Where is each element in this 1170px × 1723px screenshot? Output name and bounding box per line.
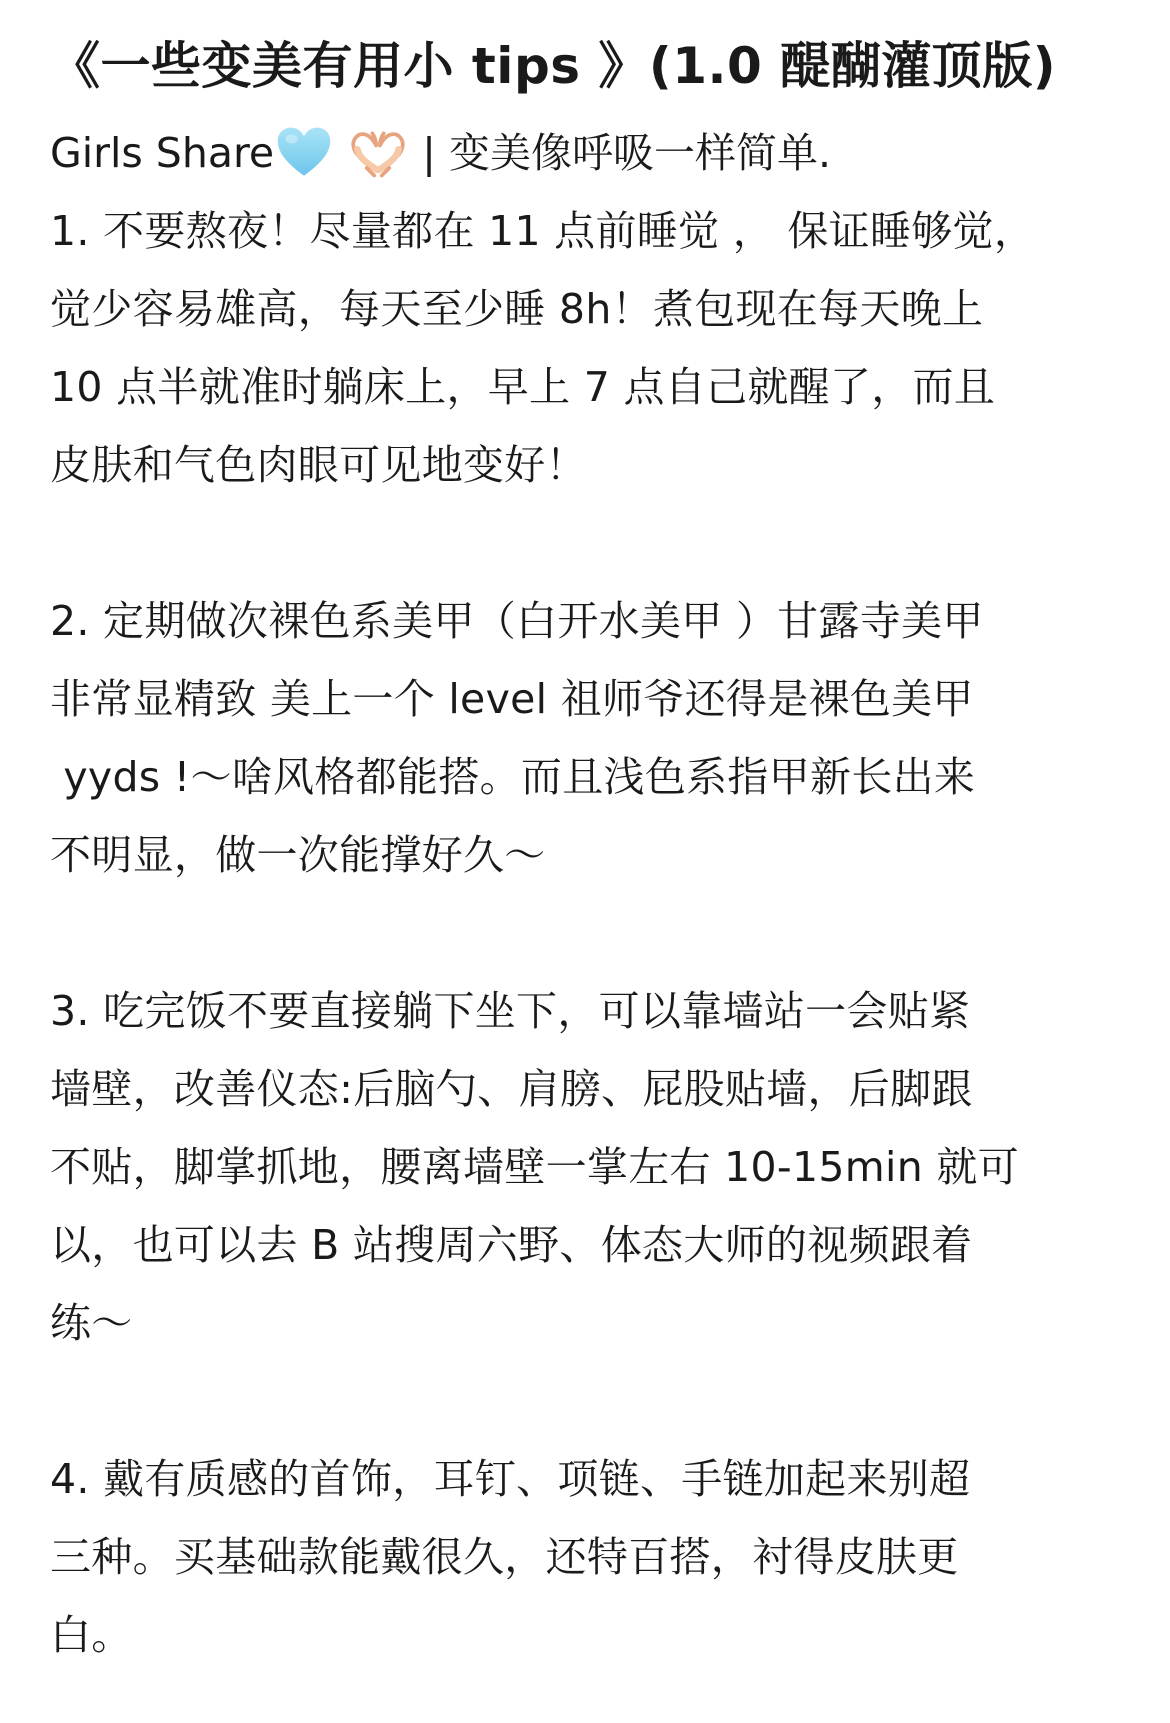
tip-1-line-1: 1. 不要熬夜！尽量都在 11 点前睡觉 ， 保证睡够觉， [50,207,1036,255]
tip-2 [50,582,1120,894]
tip-2-line-2: 非常显精致 美上一个 level 祖师爷还得是裸色美甲 [50,675,974,723]
tip-3-line-2: 墙壁，改善仪态:后脑勺、肩膀、屁股贴墙，后脚跟 [50,1065,973,1113]
tip-2-line-1: 2. 定期做次裸色系美甲（白开水美甲 ）甘露寺美甲 [50,597,984,645]
tips-list [50,192,1120,1674]
light-blue-heart-icon [276,125,332,181]
tip-2-line-3: yyds !～啥风格都能搭。而且浅色系指甲新长出来 [50,753,976,801]
tip-1-line-2: 觉少容易雄高，每天至少睡 8h！煮包现在每天晚上 [50,285,984,333]
intro-lead: Girls Share [50,129,275,177]
tip-4-line-2: 三种。买基础款能戴很久，还特百搭，衬得皮肤更 [50,1533,959,1581]
tip-4-line-3: 白。 [50,1611,133,1659]
tip-2-line-4: 不明显，做一次能撑好久～ [50,831,546,879]
tip-1 [50,192,1120,504]
tip-3-line-5: 练～ [50,1299,133,1347]
tip-3-line-3: 不贴，脚掌抓地，腰离墙壁一掌左右 10-15min 就可 [50,1143,1019,1191]
tip-4 [50,1440,1120,1674]
tip-3-line-4: 以，也可以去 B 站搜周六野、体态大师的视频跟着 [50,1221,973,1269]
tip-3 [50,972,1120,1362]
tip-1-line-4: 皮肤和气色肉眼可见地变好！ [50,441,587,489]
tip-3-line-1: 3. 吃完饭不要直接躺下坐下，可以靠墙站一会贴紧 [50,987,971,1035]
note-title: 《一些变美有用小 tips 》(1.0 醍醐灌顶版) [50,37,1057,95]
tip-4-line-1: 4. 戴有质感的首饰，耳钉、项链、手链加起来别超 [50,1455,971,1503]
heart-hands-icon [348,128,408,178]
intro-line [50,114,1120,192]
intro-tagline: | 变美像呼吸一样简单. [422,129,832,177]
tip-1-line-3: 10 点半就准时躺床上，早上 7 点自己就醒了，而且 [50,363,996,411]
